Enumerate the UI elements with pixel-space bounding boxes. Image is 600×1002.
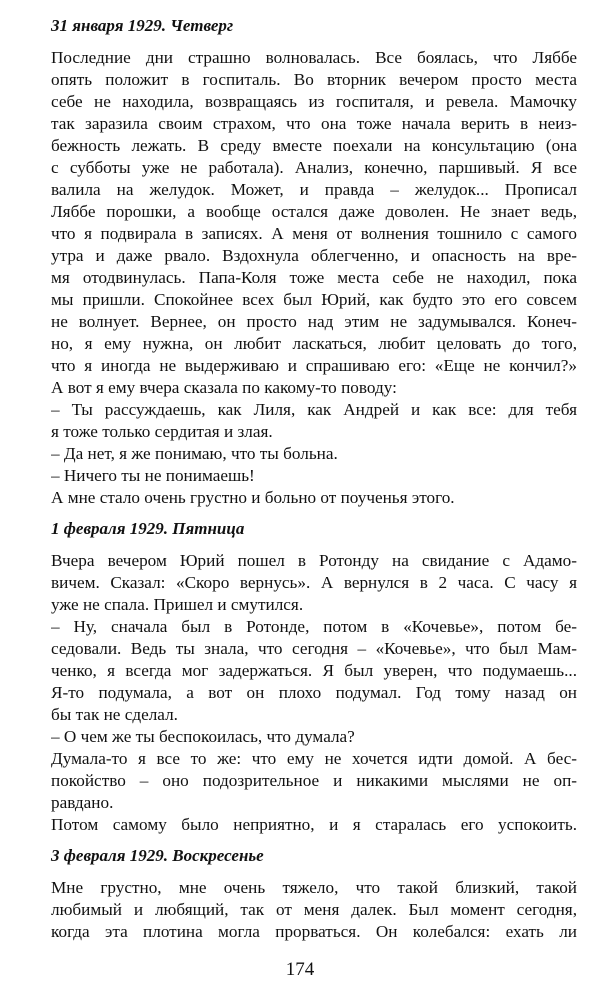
text-line: покойство – оно подозрительное и никакими мыслями не оп- [51, 771, 577, 790]
text-line: А мне стало очень грустно и больно от поученья этого. [51, 488, 455, 507]
text-line: опять положит в госпиталь. Во вторник вечером просто места [51, 70, 577, 89]
text-line: – Да нет, я же понимаю, что ты больна. [51, 444, 338, 463]
text-line: Потом самому было неприятно, и я старалась его успокоить. [51, 815, 577, 834]
text-line: Мне грустно, мне очень тяжело, что такой близкий, такой [51, 878, 577, 897]
text-line: Думала-то я все то же: что ему не хочется идти домой. А бес- [51, 749, 577, 768]
text-line: себе не находила, возвращаясь из госпиталя, и ревела. Мамочку [51, 92, 577, 111]
entry-heading: 3 февраля 1929. Воскресенье [51, 846, 264, 865]
text-line: равдано. [51, 793, 114, 812]
text-line: любимый и любящий, так от меня далек. Был момент сегодня, [51, 900, 577, 919]
text-line: бежность лежать. В среду вместе поехали на консультацию (она [51, 136, 577, 155]
text-line: Я-то подумала, а вот он плохо подумал. Год тому назад он [51, 683, 577, 702]
text-line: бы так не сделал. [51, 705, 178, 724]
text-line: Вчера вечером Юрий пошел в Ротонду на свидание с Адамо- [51, 551, 577, 570]
text-line: не волнует. Вернее, он просто над этим не задумывался. Конеч- [51, 312, 577, 331]
text-line: с субботы уже не работала). Анализ, конечно, паршивый. Я все [51, 158, 577, 177]
text-line: мы пришли. Спокойнее всех был Юрий, как будто это его совсем [51, 290, 577, 309]
text-line: А вот я ему вчера сказала по какому-то поводу: [51, 378, 397, 397]
text-line: мя отодвинулась. Папа-Коля тоже места себе не находил, пока [51, 268, 577, 287]
text-line: уже не спала. Пришел и смутился. [51, 595, 304, 614]
text-line: утра и даже рвало. Вздохнула облегченно, и опасность на вре- [51, 246, 577, 265]
text-line: так заразила своим страхом, что она тоже начала верить в неиз- [51, 114, 577, 133]
text-line: – Ты рассуждаешь, как Лиля, как Андрей и как все: для тебя [51, 400, 577, 419]
text-line: седовали. Ведь ты знала, что сегодня – «Кочевье», что был Мам- [51, 639, 577, 658]
text-line: – Ничего ты не понимаешь! [51, 466, 255, 485]
text-line: но, я ему нужна, он любит ласкаться, любит целовать до того, [51, 334, 577, 353]
text-line: вичем. Сказал: «Скоро вернусь». А вернулся в 2 часа. С часу я [51, 573, 577, 592]
text-line: когда эта плотина могла прорваться. Он колебался: ехать ли [51, 922, 577, 941]
text-line: – О чем же ты беспокоилась, что думала? [51, 727, 355, 746]
page-number: 174 [285, 959, 315, 980]
text-line: что я иногда не выдерживаю и спрашиваю его: «Еще не кончил?» [51, 356, 577, 375]
text-line: Ляббе порошки, а вообще остался даже доволен. Не знает ведь, [51, 202, 577, 221]
text-line: ченко, я всегда мог задержаться. Я был уверен, что подумаешь... [51, 661, 577, 680]
text-line: я тоже только сердитая и злая. [51, 422, 273, 441]
text-line: Последние дни страшно волновалась. Все боялась, что Ляббе [51, 48, 577, 67]
entry-heading: 1 февраля 1929. Пятница [51, 519, 245, 538]
text-line: валила на желудок. Может, и правда – желудок... Прописал [51, 180, 577, 199]
entry-heading: 31 января 1929. Четверг [51, 16, 234, 35]
text-line: – Ну, сначала был в Ротонде, потом в «Кочевье», потом бе- [51, 617, 577, 636]
text-line: что я подвирала в записях. А меня от волнения тошнило с самого [51, 224, 577, 243]
